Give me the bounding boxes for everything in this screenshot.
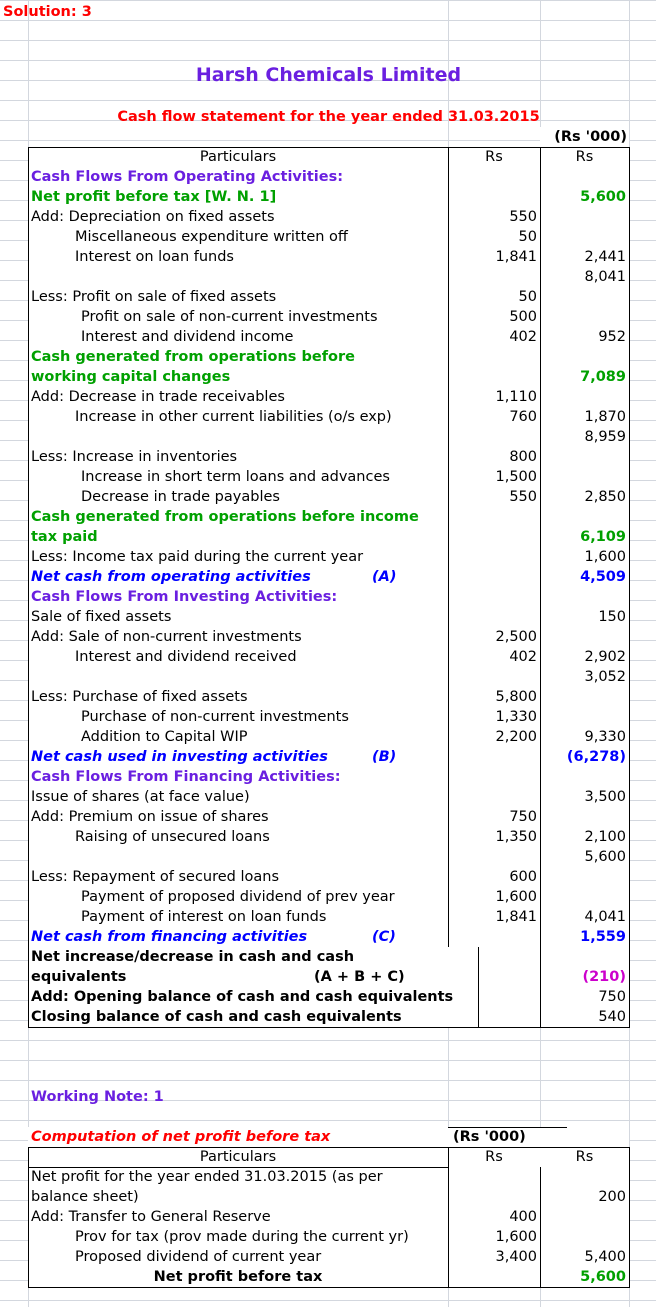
amount-total: 3,052 [584, 669, 626, 685]
column-header-particulars: Particulars [199, 1149, 277, 1165]
amount-total: 150 [598, 609, 626, 625]
amount-rs: 1,841 [495, 249, 537, 265]
border-line [629, 1147, 630, 1287]
amount-total: 9,330 [584, 729, 626, 745]
column-header-rs: Rs [575, 149, 594, 165]
amount-total: 8,041 [584, 269, 626, 285]
row-label: Profit on sale of non-current investments [81, 309, 378, 325]
amount-rs: 400 [509, 1209, 537, 1225]
border-line [448, 1127, 567, 1128]
row-label: Issue of shares (at face value) [31, 789, 250, 805]
amount-total: 5,400 [584, 1249, 626, 1265]
border-line [28, 1147, 630, 1148]
column-header-particulars: Particulars [199, 149, 277, 165]
row-tag: (A) [372, 569, 397, 585]
row-label: Net cash from financing activities [31, 929, 308, 945]
amount-rs: 2,500 [495, 629, 537, 645]
amount-rs: 550 [509, 209, 537, 225]
row-label: Cash Flows From Financing Activities: [31, 769, 341, 785]
border-line [540, 147, 541, 947]
border-line [28, 1027, 630, 1028]
amount-total: 952 [598, 329, 626, 345]
amount-rs: 500 [509, 309, 537, 325]
border-line [540, 1167, 541, 1287]
row-label: working capital changes [31, 369, 231, 385]
border-line [540, 947, 541, 1027]
amount-total: 1,870 [584, 409, 626, 425]
row-label: Interest and dividend income [81, 329, 294, 345]
border-line [448, 147, 449, 947]
amount-rs: 1,600 [495, 1229, 537, 1245]
amount-total: 5,600 [580, 189, 626, 205]
row-label: Addition to Capital WIP [81, 729, 248, 745]
amount-rs: 750 [509, 809, 537, 825]
row-label: Cash generated from operations before [31, 349, 355, 365]
row-label: Less: Purchase of fixed assets [31, 689, 248, 705]
solution-label: Solution: 3 [3, 4, 92, 20]
row-label: Less: Income tax paid during the current year [31, 549, 364, 565]
row-label: Cash Flows From Operating Activities: [31, 169, 344, 185]
row-label: equivalents [31, 969, 127, 985]
row-label: balance sheet) [31, 1189, 139, 1205]
border-line [28, 1287, 630, 1288]
amount-total: 8,959 [584, 429, 626, 445]
row-label: Add: Sale of non-current investments [31, 629, 302, 645]
row-label: Net profit before tax [153, 1269, 323, 1285]
amount-total: 1,600 [584, 549, 626, 565]
amount-total: 5,600 [580, 1269, 626, 1285]
row-label: Add: Depreciation on fixed assets [31, 209, 275, 225]
amount-total: 2,850 [584, 489, 626, 505]
row-label: Purchase of non-current investments [81, 709, 349, 725]
amount-rs: 1,600 [495, 889, 537, 905]
row-label: Net cash from operating activities [31, 569, 311, 585]
row-label: Interest and dividend received [75, 649, 297, 665]
statement-title: Cash flow statement for the year ended 31.03.2015 [117, 109, 540, 125]
amount-rs: 402 [509, 329, 537, 345]
amount-total: 1,559 [580, 929, 626, 945]
row-label: Less: Increase in inventories [31, 449, 238, 465]
amount-total: (210) [582, 969, 626, 985]
amount-total: 3,500 [584, 789, 626, 805]
row-label: Payment of interest on loan funds [81, 909, 327, 925]
amount-total: 540 [598, 1009, 626, 1025]
row-label: Raising of unsecured loans [75, 829, 270, 845]
amount-rs: 1,841 [495, 909, 537, 925]
row-label: Add: Transfer to General Reserve [31, 1209, 271, 1225]
border-line [28, 1147, 29, 1287]
working-note-unit: (Rs '000) [453, 1129, 526, 1145]
amount-total: 200 [598, 1189, 626, 1205]
row-label: Less: Repayment of secured loans [31, 869, 280, 885]
row-label: Payment of proposed dividend of prev year [81, 889, 395, 905]
row-label: Increase in other current liabilities (o/s exp) [75, 409, 392, 425]
amount-total: 6,109 [580, 529, 626, 545]
row-label: Add: Opening balance of cash and cash equivalents [31, 989, 454, 1005]
row-label: Proposed dividend of current year [75, 1249, 322, 1265]
row-label: Increase in short term loans and advances [81, 469, 390, 485]
amount-rs: 600 [509, 869, 537, 885]
amount-rs: 1,500 [495, 469, 537, 485]
amount-total: 4,041 [584, 909, 626, 925]
row-label: Closing balance of cash and cash equivalents [31, 1009, 402, 1025]
company-name: Harsh Chemicals Limited [195, 64, 462, 86]
row-label: tax paid [31, 529, 98, 545]
row-tag: (B) [372, 749, 397, 765]
amount-rs: 800 [509, 449, 537, 465]
amount-total: 2,902 [584, 649, 626, 665]
row-label: Net profit for the year ended 31.03.2015 (as per [31, 1169, 383, 1185]
border-line [28, 1167, 448, 1168]
amount-total: (6,278) [566, 749, 626, 765]
row-label: Add: Decrease in trade receivables [31, 389, 285, 405]
border-line [629, 147, 630, 1027]
amount-rs: 50 [518, 289, 537, 305]
row-label: Cash generated from operations before income [31, 509, 419, 525]
amount-total: 7,089 [580, 369, 626, 385]
amount-total: 5,600 [584, 849, 626, 865]
amount-rs: 3,400 [495, 1249, 537, 1265]
row-label: Interest on loan funds [75, 249, 234, 265]
row-label: Miscellaneous expenditure written off [75, 229, 348, 245]
row-label: Prov for tax (prov made during the current yr) [75, 1229, 409, 1245]
border-line [478, 947, 479, 1027]
row-tag: (A + B + C) [314, 969, 405, 985]
amount-total: 2,441 [584, 249, 626, 265]
amount-rs: 1,330 [495, 709, 537, 725]
row-label: Add: Premium on issue of shares [31, 809, 269, 825]
row-label: Decrease in trade payables [81, 489, 280, 505]
border-line [448, 1147, 449, 1287]
row-label: Net increase/decrease in cash and cash [31, 949, 355, 965]
row-label: Less: Profit on sale of fixed assets [31, 289, 277, 305]
amount-rs: 5,800 [495, 689, 537, 705]
row-label: Cash Flows From Investing Activities: [31, 589, 338, 605]
unit-label: (Rs '000) [554, 129, 627, 145]
working-note-title: Computation of net profit before tax [31, 1129, 331, 1145]
row-tag: (C) [372, 929, 396, 945]
amount-rs: 1,350 [495, 829, 537, 845]
row-label: Net cash used in investing activities [31, 749, 328, 765]
column-header-rs: Rs [575, 1149, 594, 1165]
column-header-rs: Rs [485, 149, 503, 165]
column-header-rs: Rs [485, 1149, 503, 1165]
working-note-label: Working Note: 1 [31, 1089, 164, 1105]
amount-rs: 2,200 [495, 729, 537, 745]
amount-rs: 50 [518, 229, 537, 245]
amount-rs: 760 [509, 409, 537, 425]
row-label: Sale of fixed assets [31, 609, 172, 625]
amount-rs: 402 [509, 649, 537, 665]
amount-rs: 550 [509, 489, 537, 505]
amount-total: 750 [598, 989, 626, 1005]
amount-total: 2,100 [584, 829, 626, 845]
amount-total: 4,509 [580, 569, 626, 585]
row-label: Net profit before tax [W. N. 1] [31, 189, 277, 205]
amount-rs: 1,110 [495, 389, 537, 405]
border-line [28, 147, 29, 1027]
